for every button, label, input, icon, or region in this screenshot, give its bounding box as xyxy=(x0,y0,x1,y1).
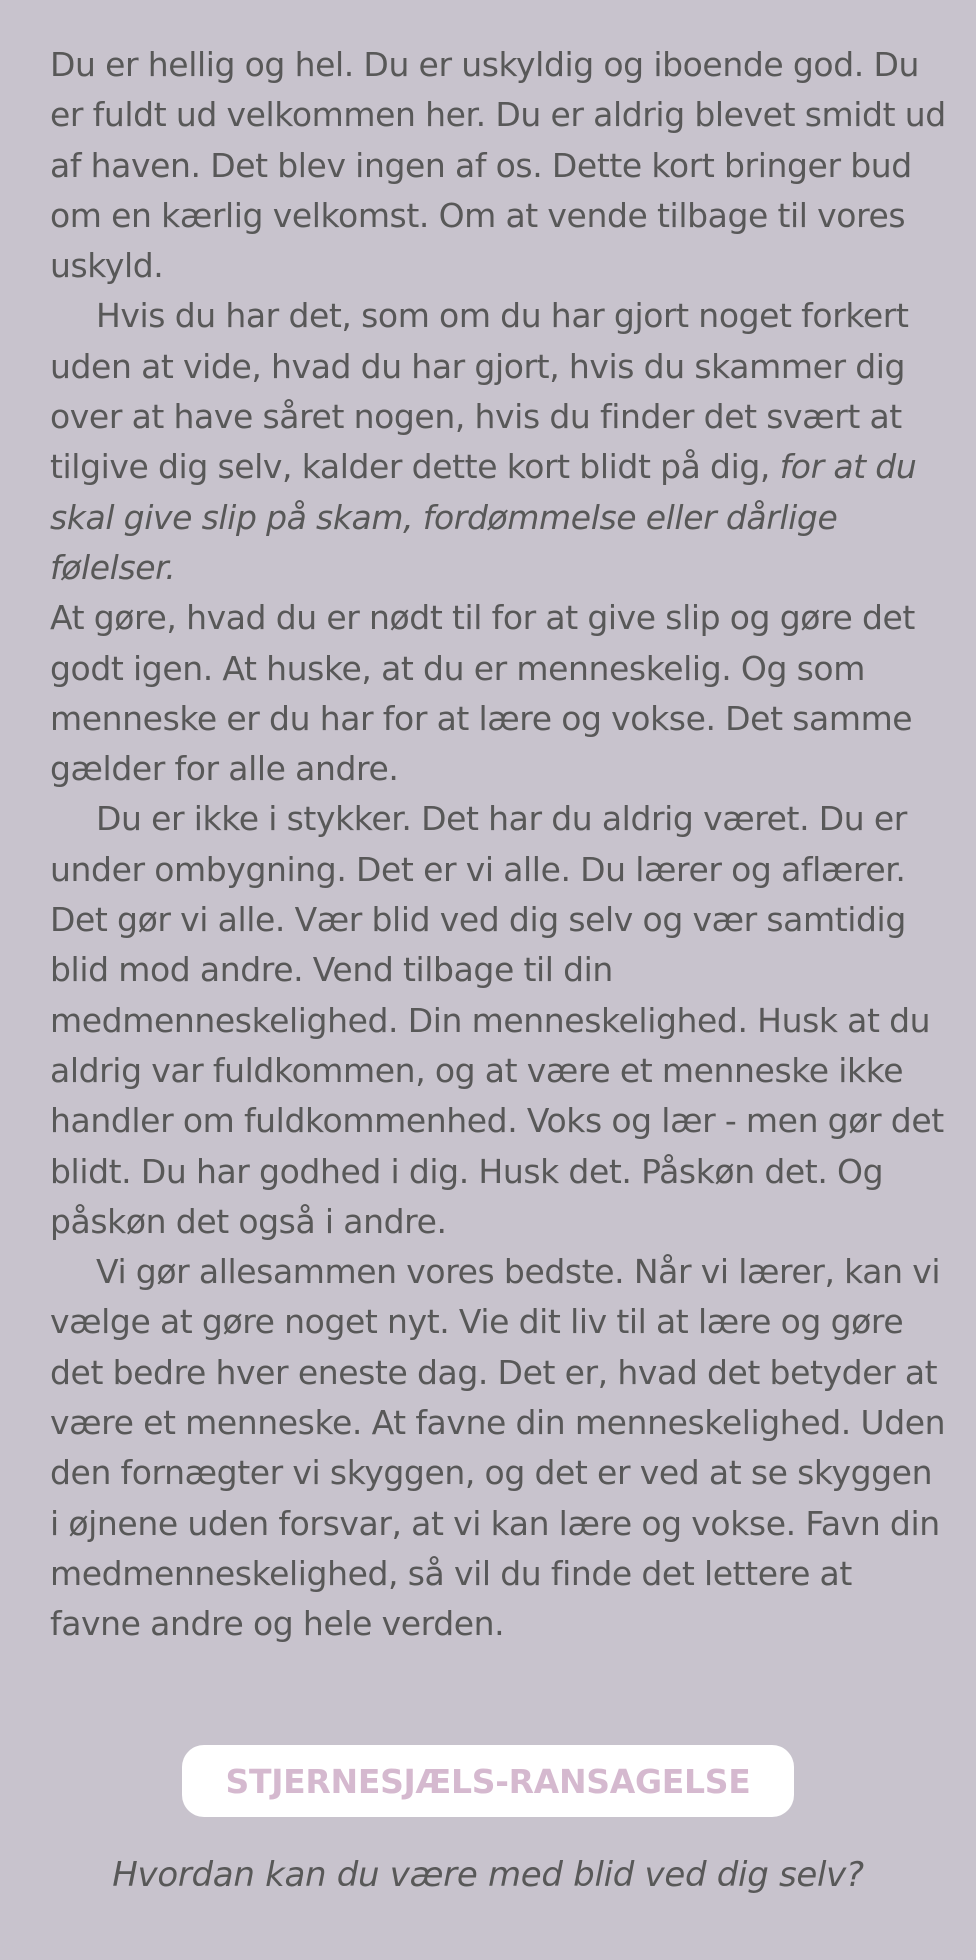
paragraph-4: Du er ikke i stykker. Det har du aldrig været. Du er under ombygning. Det er vi alle. Du lærer og aflærer. Det gør vi alle. Vær blid ved dig selv og vær samtidig blid mod andre. Vend tilbage til din medmenneskelighed. Din menneskelighed. Husk at du aldrig var fuldkommen, og at være et menneske ikke handler om fuldkommenhed. Voks og lær - men gør det blidt. Du har godhed i dig. Husk det. Påskøn det. Og påskøn det også i andre. xyxy=(50,799,944,1241)
paragraph-2 xyxy=(50,291,950,593)
starsoul-reflection-button[interactable]: STJERNESJÆLS-RANSAGELSE xyxy=(182,1745,794,1817)
card-text xyxy=(50,40,950,1650)
reflection-question: Hvordan kan du være med blid ved dig selv? xyxy=(112,1855,864,1895)
paragraph-3: At gøre, hvad du er nødt til for at give slip og gøre det godt igen. At huske, at du er menneskelig. Og som menneske er du har for at lære og vokse. Det samme gælder for alle andre. xyxy=(50,598,915,789)
paragraph-1: Du er hellig og hel. Du er uskyldig og iboende god. Du er fuldt ud velkommen her. Du er aldrig blevet smidt ud af haven. Det blev ingen af os. Dette kort bringer bud om en kærlig velkomst. Om at vende tilbage til vores uskyld. xyxy=(50,45,946,286)
cta-container xyxy=(0,1745,976,1817)
paragraph-2-emphasis: for at du skal give slip på skam, fordømmelse eller dårlige følelser. xyxy=(50,447,917,587)
paragraph-5: Vi gør allesammen vores bedste. Når vi lærer, kan vi vælge at gøre noget nyt. Vie dit liv til at lære og gøre det bedre hver eneste dag. Det er, hvad det betyder at være et menneske. At favne din menneskelighed. Uden den fornægter vi skyggen, og det er ved at se skyggen i øjnene uden forsvar, at vi kan lære og vokse. Favn din medmenneskelighed, så vil du finde det lettere at favne andre og hele verden. xyxy=(50,1252,946,1644)
paragraph-2-text: Hvis du har det, som om du har gjort noget forkert uden at vide, hvad du har gjort, hvis du skammer dig over at have såret nogen, hvis du finder det svært at tilgive dig selv, kalder dette kort blidt på dig, xyxy=(50,296,909,487)
